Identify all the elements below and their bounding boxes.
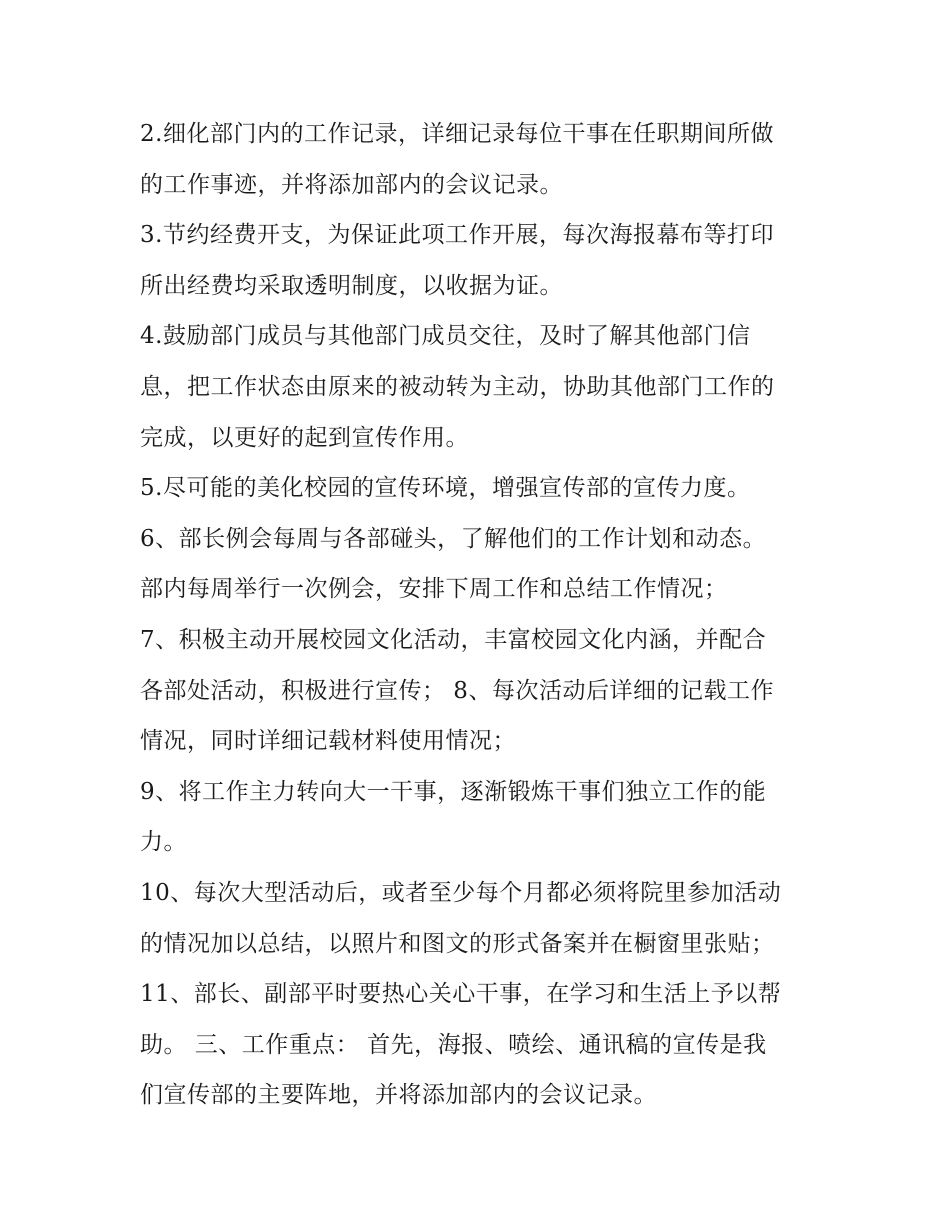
text-line: 助。 三、工作重点： 首先，海报、喷绘、通讯稿的宣传是我 (140, 1031, 767, 1058)
text-line: 2.细化部门内的工作记录，详细记录每位干事在任职期间所做 (140, 121, 774, 147)
text-line: 息，把工作状态由原来的被动转为主动，协助其他部门工作的 (140, 373, 775, 400)
text-line: 3.节约经费开支，为保证此项工作开展，每次海报幕布等打印 (140, 222, 774, 249)
text-line: 10、每次大型活动后，或者至少每个月都必须将院里参加活动 (140, 879, 782, 906)
text-line: 力。 (140, 829, 187, 856)
document-body (140, 109, 820, 1121)
text-line: 们宣传部的主要阵地，并将添加部内的会议记录。 (140, 1082, 657, 1109)
text-line: 情况，同时详细记载材料使用情况； (140, 728, 516, 755)
text-line: 完成，以更好的起到宣传作用。 (140, 424, 469, 451)
text-line: 7、积极主动开展校园文化活动，丰富校园文化内涵，并配合 (140, 626, 767, 653)
text-line: 11、部长、副部平时要热心关心干事，在学习和生活上予以帮 (140, 981, 782, 1008)
text-line: 5.尽可能的美化校园的宣传环境，增强宣传部的宣传力度。 (140, 475, 751, 502)
text-line: 的工作事迹，并将添加部内的会议记录。 (140, 171, 563, 198)
text-line: 部内每周举行一次例会，安排下周工作和总结工作情况； (140, 576, 728, 603)
text-line: 各部处活动，积极进行宣传； 8、每次活动后详细的记载工作 (140, 677, 774, 704)
text-line: 9、将工作主力转向大一干事，逐渐锻炼干事们独立工作的能 (140, 778, 767, 805)
text-line: 4.鼓励部门成员与其他部门成员交往，及时了解其他部门信 (140, 323, 751, 350)
text-line: 6、部长例会每周与各部碰头，了解他们的工作计划和动态。 (140, 525, 767, 552)
text-line: 所出经费均采取透明制度，以收据为证。 (140, 272, 563, 299)
text-line: 的情况加以总结，以照片和图文的形式备案并在橱窗里张贴； (140, 930, 775, 957)
